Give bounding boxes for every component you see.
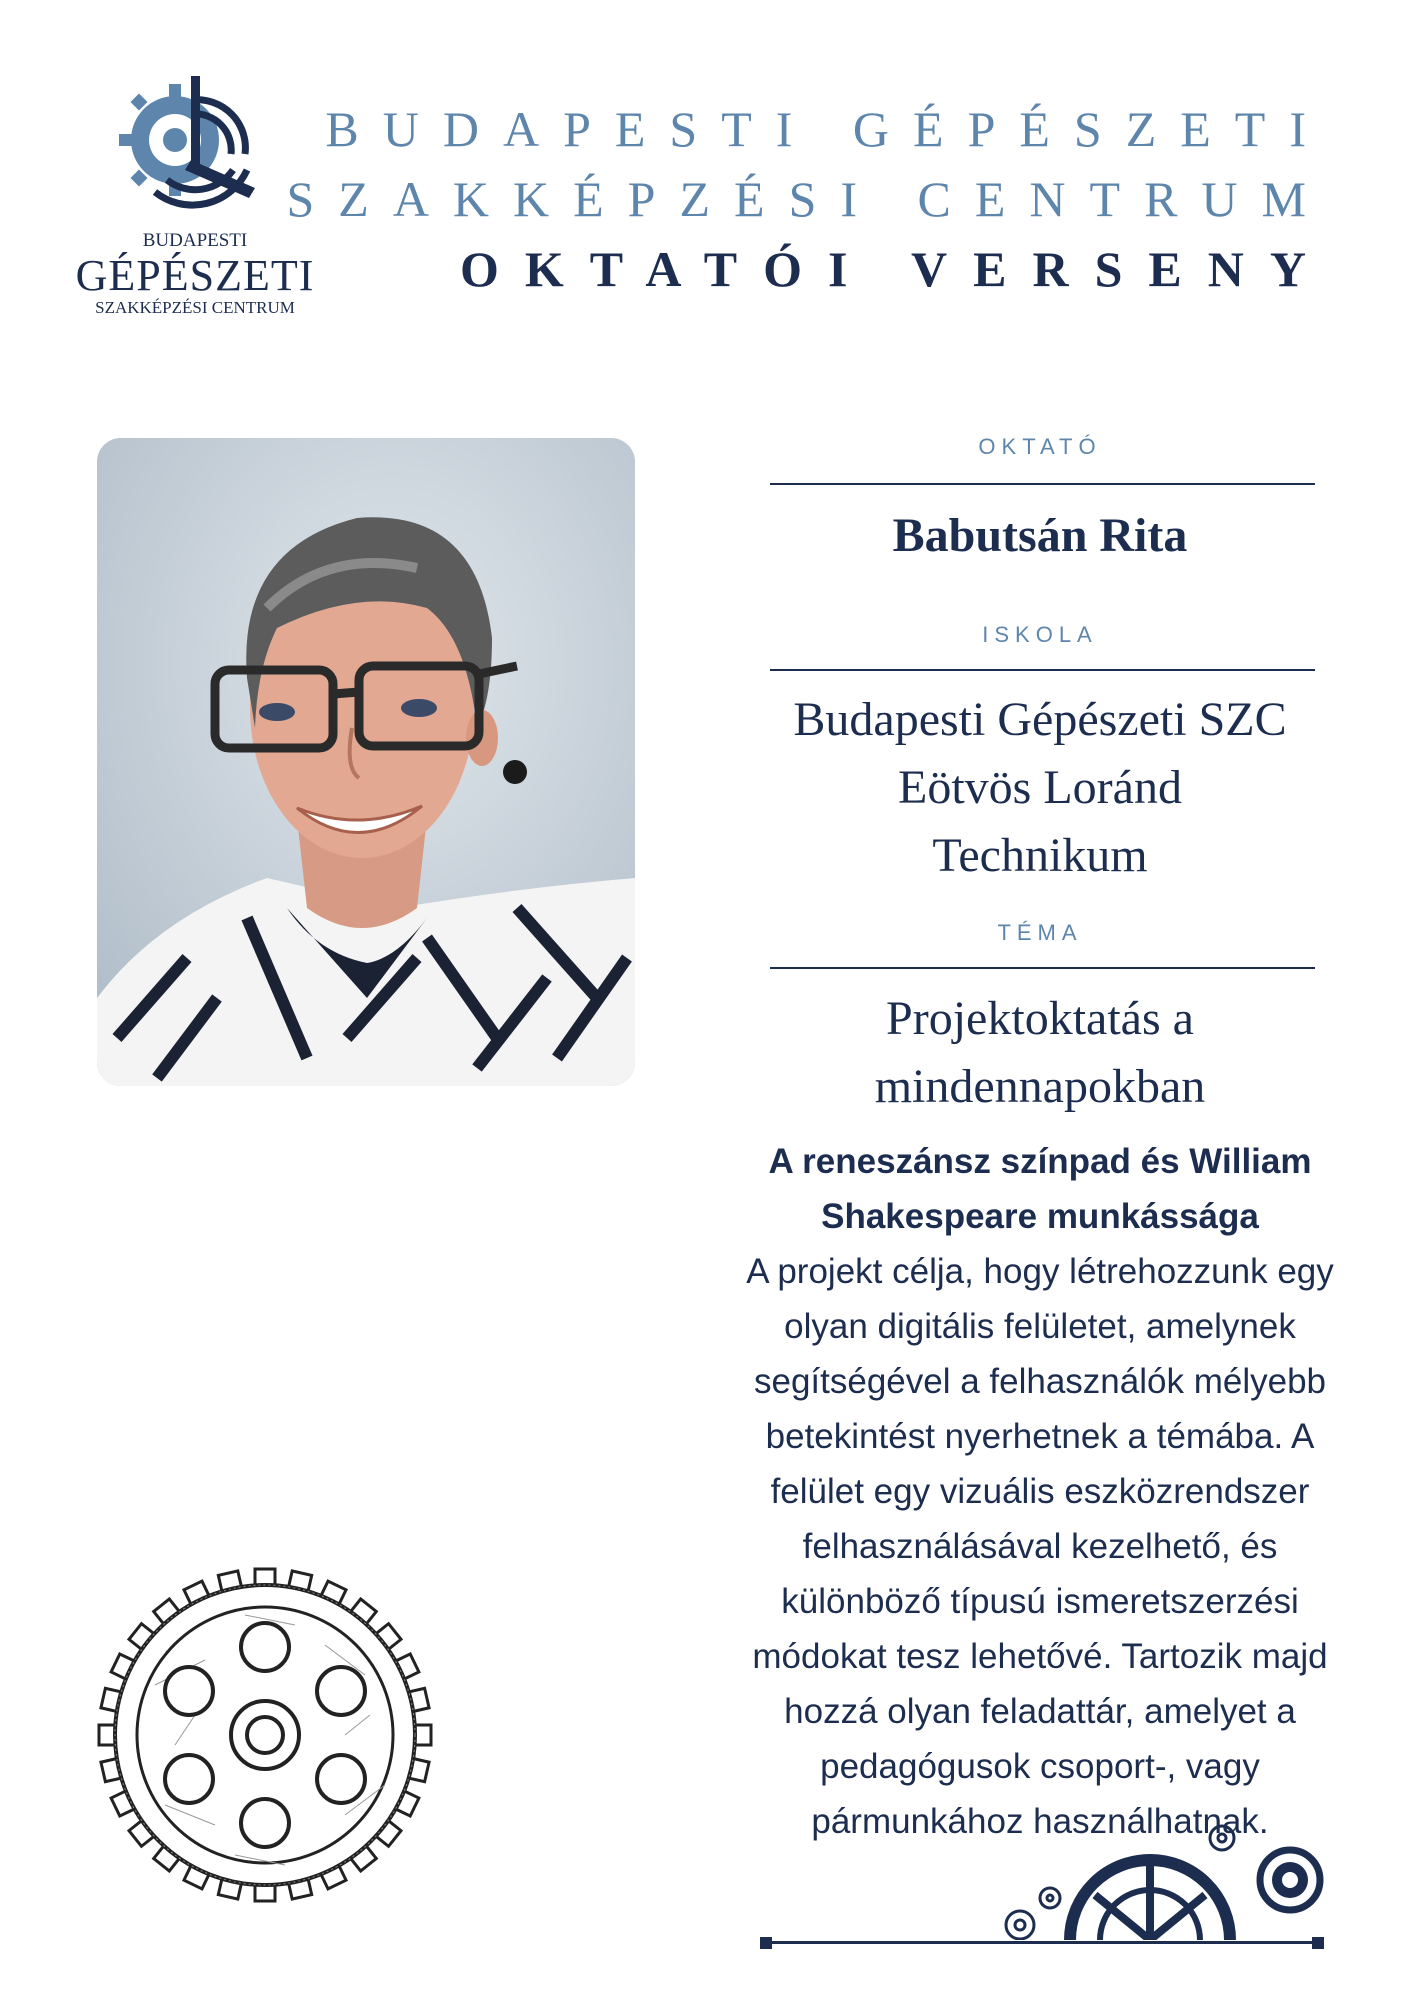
header-title: OKTATÓI VERSENY — [459, 241, 1332, 297]
portrait-illustration — [97, 438, 635, 1086]
project-subtitle — [760, 1134, 1320, 1244]
school-name-line: Budapesti Gépészeti SZC — [793, 693, 1287, 746]
logo-text-centrum: SZAKKÉPZÉSI CENTRUM — [95, 298, 295, 317]
description-line: felhasználásával kezelhető, és — [802, 1527, 1278, 1566]
topic-title-line: mindennapokban — [874, 1060, 1206, 1113]
school-name-line: Technikum — [932, 829, 1148, 882]
topic-label: TÉMA — [997, 920, 1083, 945]
divider-end-dot — [1312, 1937, 1324, 1949]
description-line: hozzá olyan feladattár, amelyet a — [784, 1692, 1296, 1731]
logo-text-gepeszeti: GÉPÉSZETI — [75, 251, 315, 300]
gear-logo-icon — [115, 70, 265, 220]
project-description — [700, 1244, 1380, 1849]
project-subtitle-line: Shakespeare munkássága — [821, 1197, 1259, 1236]
divider-end-dot — [760, 1937, 772, 1949]
school-label: ISKOLA — [982, 622, 1098, 647]
instructor-name: Babutsán Rita — [892, 509, 1188, 562]
description-line: pedagógusok csoport-, vagy — [820, 1747, 1260, 1786]
project-subtitle-line: A reneszánsz színpad és William — [768, 1142, 1312, 1181]
school-divider — [770, 669, 1315, 671]
gear-decoration-icon — [95, 1565, 435, 1905]
description-line: olyan digitális felületet, amelynek — [784, 1307, 1296, 1346]
topic-title-line: Projektoktatás a — [886, 992, 1194, 1045]
description-line: pármunkához használhatnak. — [811, 1802, 1269, 1841]
instructor-label: OKTATÓ — [978, 434, 1102, 459]
instructor-photo — [97, 438, 635, 1086]
description-line: A projekt célja, hogy létrehozzunk egy — [746, 1252, 1334, 1291]
header-line-2: SZAKKÉPZÉSI CENTRUM — [286, 171, 1330, 227]
description-line: betekintést nyerhetnek a témába. A — [765, 1417, 1315, 1456]
instructor-divider — [770, 483, 1315, 485]
small-gears-icon — [990, 1810, 1330, 1940]
description-line: felület egy vizuális eszközrendszer — [770, 1472, 1310, 1511]
school-name — [760, 686, 1320, 890]
description-line: módokat tesz lehetővé. Tartozik majd — [752, 1637, 1328, 1676]
description-line: segítségével a felhasználók mélyebb — [753, 1362, 1326, 1401]
description-line: különböző típusú ismeretszerzési — [781, 1582, 1299, 1621]
school-name-line: Eötvös Loránd — [898, 761, 1182, 814]
topic-divider — [770, 967, 1315, 969]
topic-title — [760, 985, 1320, 1121]
header-line-1: BUDAPESTI GÉPÉSZETI — [325, 101, 1330, 157]
logo-text-budapesti: BUDAPESTI — [142, 230, 248, 251]
bottom-divider — [762, 1941, 1322, 1944]
